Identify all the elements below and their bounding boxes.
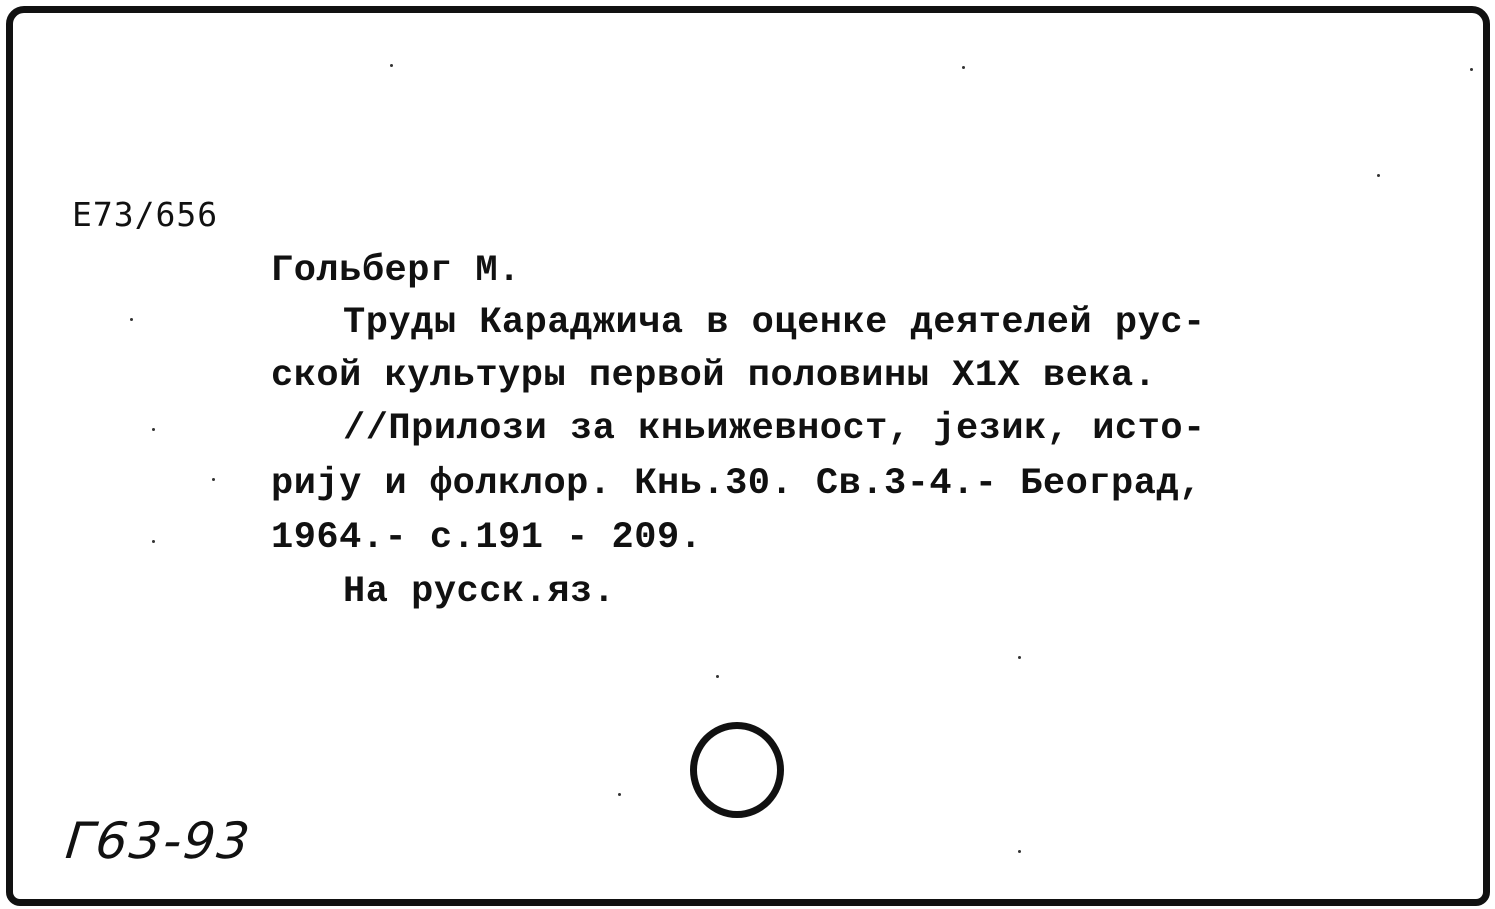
source-line-1: //Прилози за кньижевност, језик, исто- <box>343 408 1206 450</box>
handwritten-code: Г63-93 <box>62 812 255 870</box>
speck <box>618 793 621 796</box>
speck <box>962 66 965 69</box>
title-line-1: Труды Караджича в оценке деятелей рус- <box>343 302 1206 344</box>
speck <box>1377 174 1380 177</box>
author: Гольберг М. <box>271 250 521 292</box>
speck <box>130 318 133 321</box>
shelfmark: Е73/656 <box>72 195 219 234</box>
speck <box>390 64 393 67</box>
speck <box>1018 850 1021 853</box>
speck <box>1470 68 1473 71</box>
speck <box>1018 656 1021 659</box>
language-note: На русск.яз. <box>343 571 616 613</box>
title-line-2: ской культуры первой половины Х1Х века. <box>271 355 1157 397</box>
speck <box>152 540 155 543</box>
source-line-3: 1964.- с.191 - 209. <box>271 517 703 559</box>
speck <box>152 428 155 431</box>
speck <box>212 478 215 481</box>
speck <box>716 675 719 678</box>
card-punch-hole <box>690 722 784 818</box>
source-line-2: рију и фолклор. Кнь.30. Св.3-4.- Београд, <box>271 463 1202 505</box>
